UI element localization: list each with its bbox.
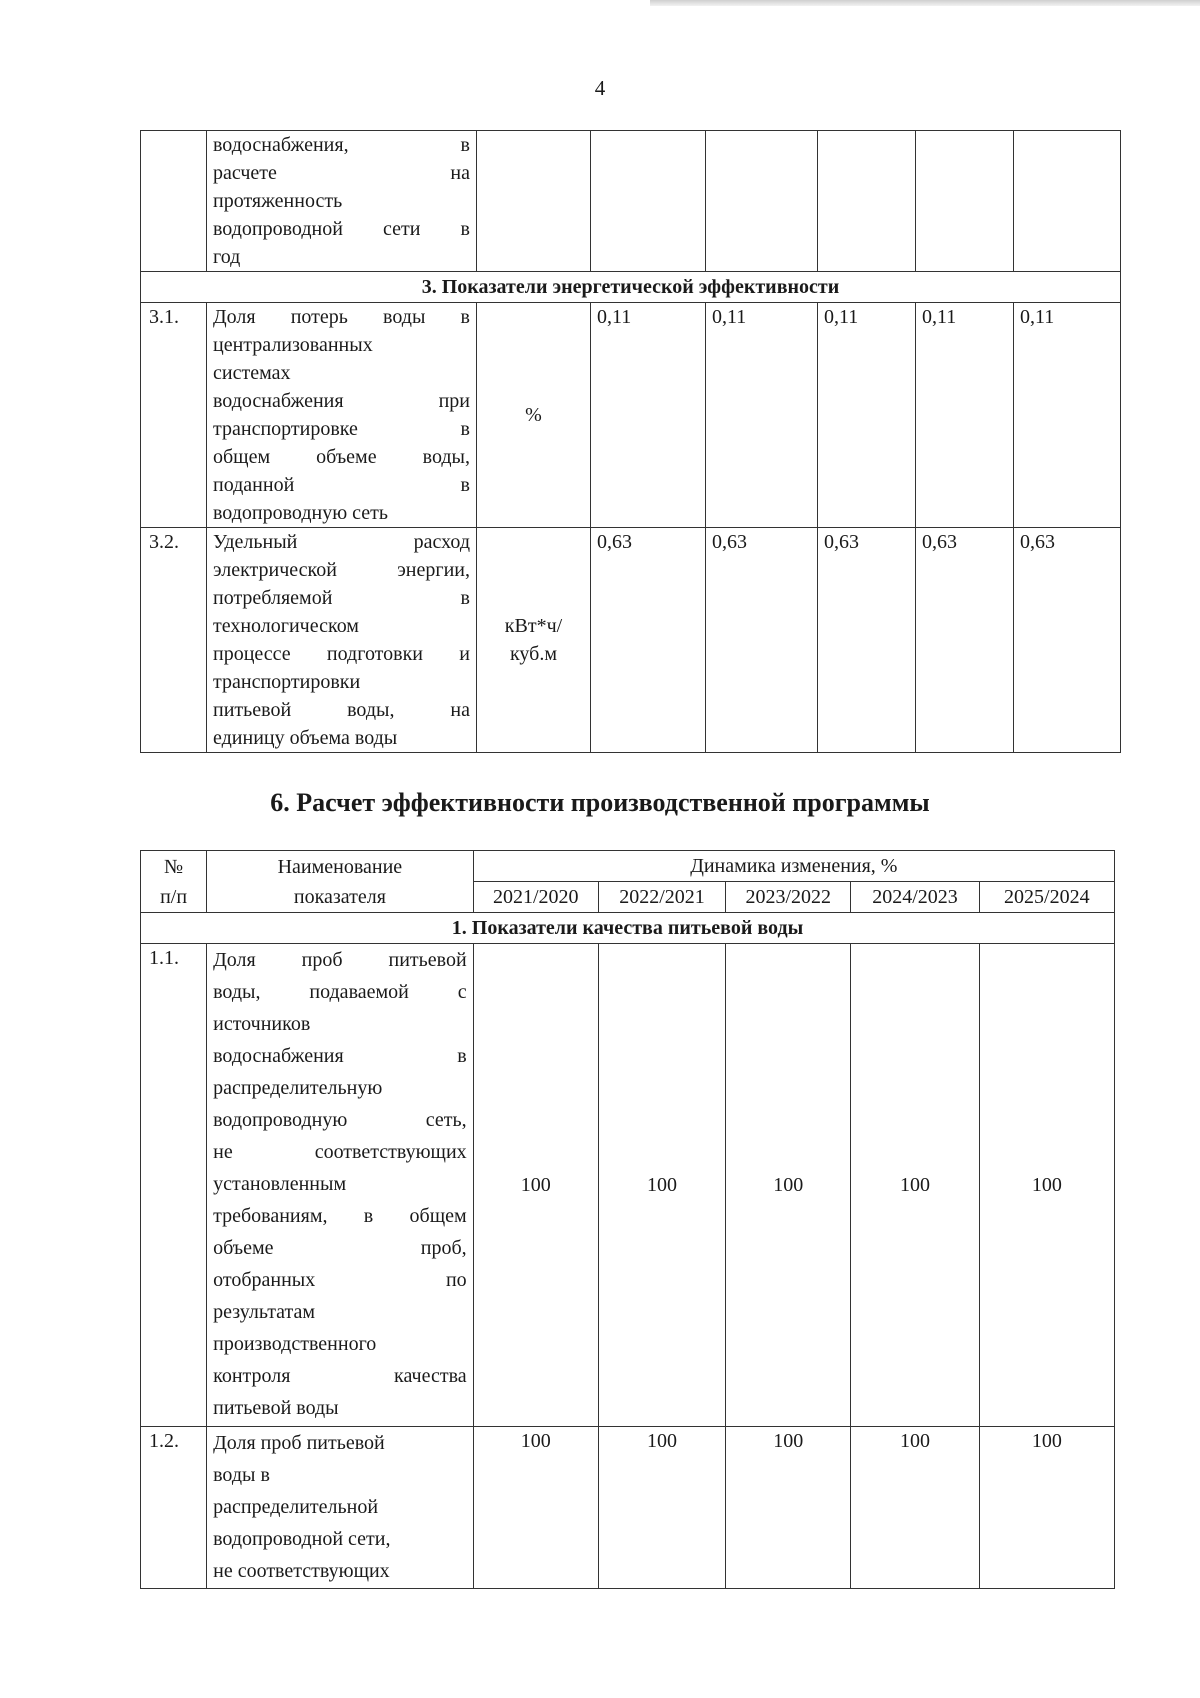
value-cell: 100 [726,944,851,1427]
value-cell [706,131,818,272]
text-line: технологическом [213,615,359,637]
text-line: расчете на [213,162,470,184]
page-number: 4 [594,76,606,100]
text-line: питьевой воды [213,1397,339,1419]
num-cell [141,131,207,272]
text-line: водопроводной сети в [213,218,470,240]
indicator-name-cell [207,944,474,1427]
indicator-name-cell [207,528,477,753]
text-line: поданной в [213,474,470,496]
text-line: год [213,246,241,268]
text-line: централизованных [213,334,373,356]
value-cell: 0,63 [818,528,916,753]
table-row [141,303,1121,528]
value-cell: 0,11 [591,303,706,528]
text-line: процессе подготовки и [213,643,470,665]
section-title: 1. Показатели качества питьевой воды [141,913,1115,944]
value-cell [1014,131,1121,272]
table-row [141,131,1121,272]
text-line: протяженность [213,190,343,212]
value-cell: 100 [851,1427,979,1589]
row-number: 3.1. [141,303,207,528]
text-line: водопроводную сеть, [213,1109,467,1131]
table-row [141,944,1115,1427]
num-header [141,851,207,913]
value-cell: 100 [851,944,979,1427]
text-line: общем объеме воды, [213,446,470,468]
year-header: 2025/2024 [979,882,1114,913]
value-cell: 100 [726,1427,851,1589]
header-line: Наименование [277,855,403,878]
unit-cell [477,528,591,753]
text-line: водоснабжения в [213,1045,467,1067]
text-line: источников [213,1013,311,1035]
efficiency-table [140,850,1115,1589]
value-cell [818,131,916,272]
text-line: системах [213,362,291,384]
text-line: не соответствующих [213,1560,390,1582]
scan-edge [650,0,1200,6]
value-cell: 0,63 [916,528,1014,753]
text-line: водопроводной сети, [213,1528,391,1550]
text-line: воды в [213,1464,270,1486]
indicator-name-cell [207,1427,474,1589]
row-number: 1.2. [141,1427,207,1589]
value-cell: 100 [473,1427,598,1589]
unit-cell [477,131,591,272]
text-line: Удельный расход [213,531,470,553]
text-line: водоснабжения при [213,390,470,412]
row-number: 1.1. [141,944,207,1427]
text-line: водоснабжения, в [213,134,470,156]
text-line: транспортировки [213,671,361,693]
text-line: контроля качества [213,1365,467,1387]
year-header: 2021/2020 [473,882,598,913]
header-line: п/п [160,885,188,908]
text-line: воды, подаваемой с [213,981,467,1003]
text-line: отобранных по [213,1269,467,1291]
name-header [207,851,474,913]
text-line: единицу объема воды [213,727,398,749]
unit-line: кВт*ч/ [504,615,563,637]
value-cell: 0,63 [1014,528,1121,753]
text-line: Доля потерь воды в [213,306,470,328]
unit-line: куб.м [509,643,557,665]
text-line: установленным [213,1173,347,1195]
year-header: 2024/2023 [851,882,979,913]
row-number: 3.2. [141,528,207,753]
value-cell: 0,11 [1014,303,1121,528]
text-line: распределительную [213,1077,383,1099]
value-cell: 0,11 [818,303,916,528]
value-cell: 100 [473,944,598,1427]
text-line: требованиям, в общем [213,1205,467,1227]
text-line: результатам [213,1301,316,1323]
text-line: питьевой воды, на [213,699,470,721]
value-cell: 100 [598,944,725,1427]
indicator-name-cell [207,303,477,528]
text-line: не соответствующих [213,1141,467,1163]
unit-cell [477,303,591,528]
table-row [141,528,1121,753]
year-header: 2023/2022 [726,882,851,913]
value-cell: 100 [979,1427,1114,1589]
table-row [141,1427,1115,1589]
text-line: потребляемой в [213,587,470,609]
text-line: Доля проб питьевой [213,949,467,971]
indicator-name-cell [207,131,477,272]
header-line: показателя [293,885,386,908]
section-row [141,272,1121,303]
header-row [141,851,1115,882]
value-cell: 0,11 [706,303,818,528]
value-cell: 0,63 [591,528,706,753]
text-line: водопроводную сеть [213,502,389,524]
year-header: 2022/2021 [598,882,725,913]
unit-line: % [525,404,542,426]
text-line: производственного [213,1333,377,1355]
text-line: электрической энергии, [213,559,470,581]
text-line: транспортировке в [213,418,470,440]
section-title: 3. Показатели энергетической эффективности [141,272,1121,303]
value-cell: 0,63 [706,528,818,753]
header-line: № [164,855,184,878]
value-cell: 100 [979,944,1114,1427]
value-cell [591,131,706,272]
indicators-table-continued [140,130,1121,753]
text-line: Доля проб питьевой [213,1432,385,1454]
value-cell: 100 [598,1427,725,1589]
text-line: объеме проб, [213,1237,467,1259]
dynamics-header: Динамика изменения, % [473,851,1114,882]
value-cell [916,131,1014,272]
value-cell: 0,11 [916,303,1014,528]
section-row [141,913,1115,944]
section-heading: 6. Расчет эффективности производственной программы [270,788,930,817]
text-line: распределительной [213,1496,379,1518]
